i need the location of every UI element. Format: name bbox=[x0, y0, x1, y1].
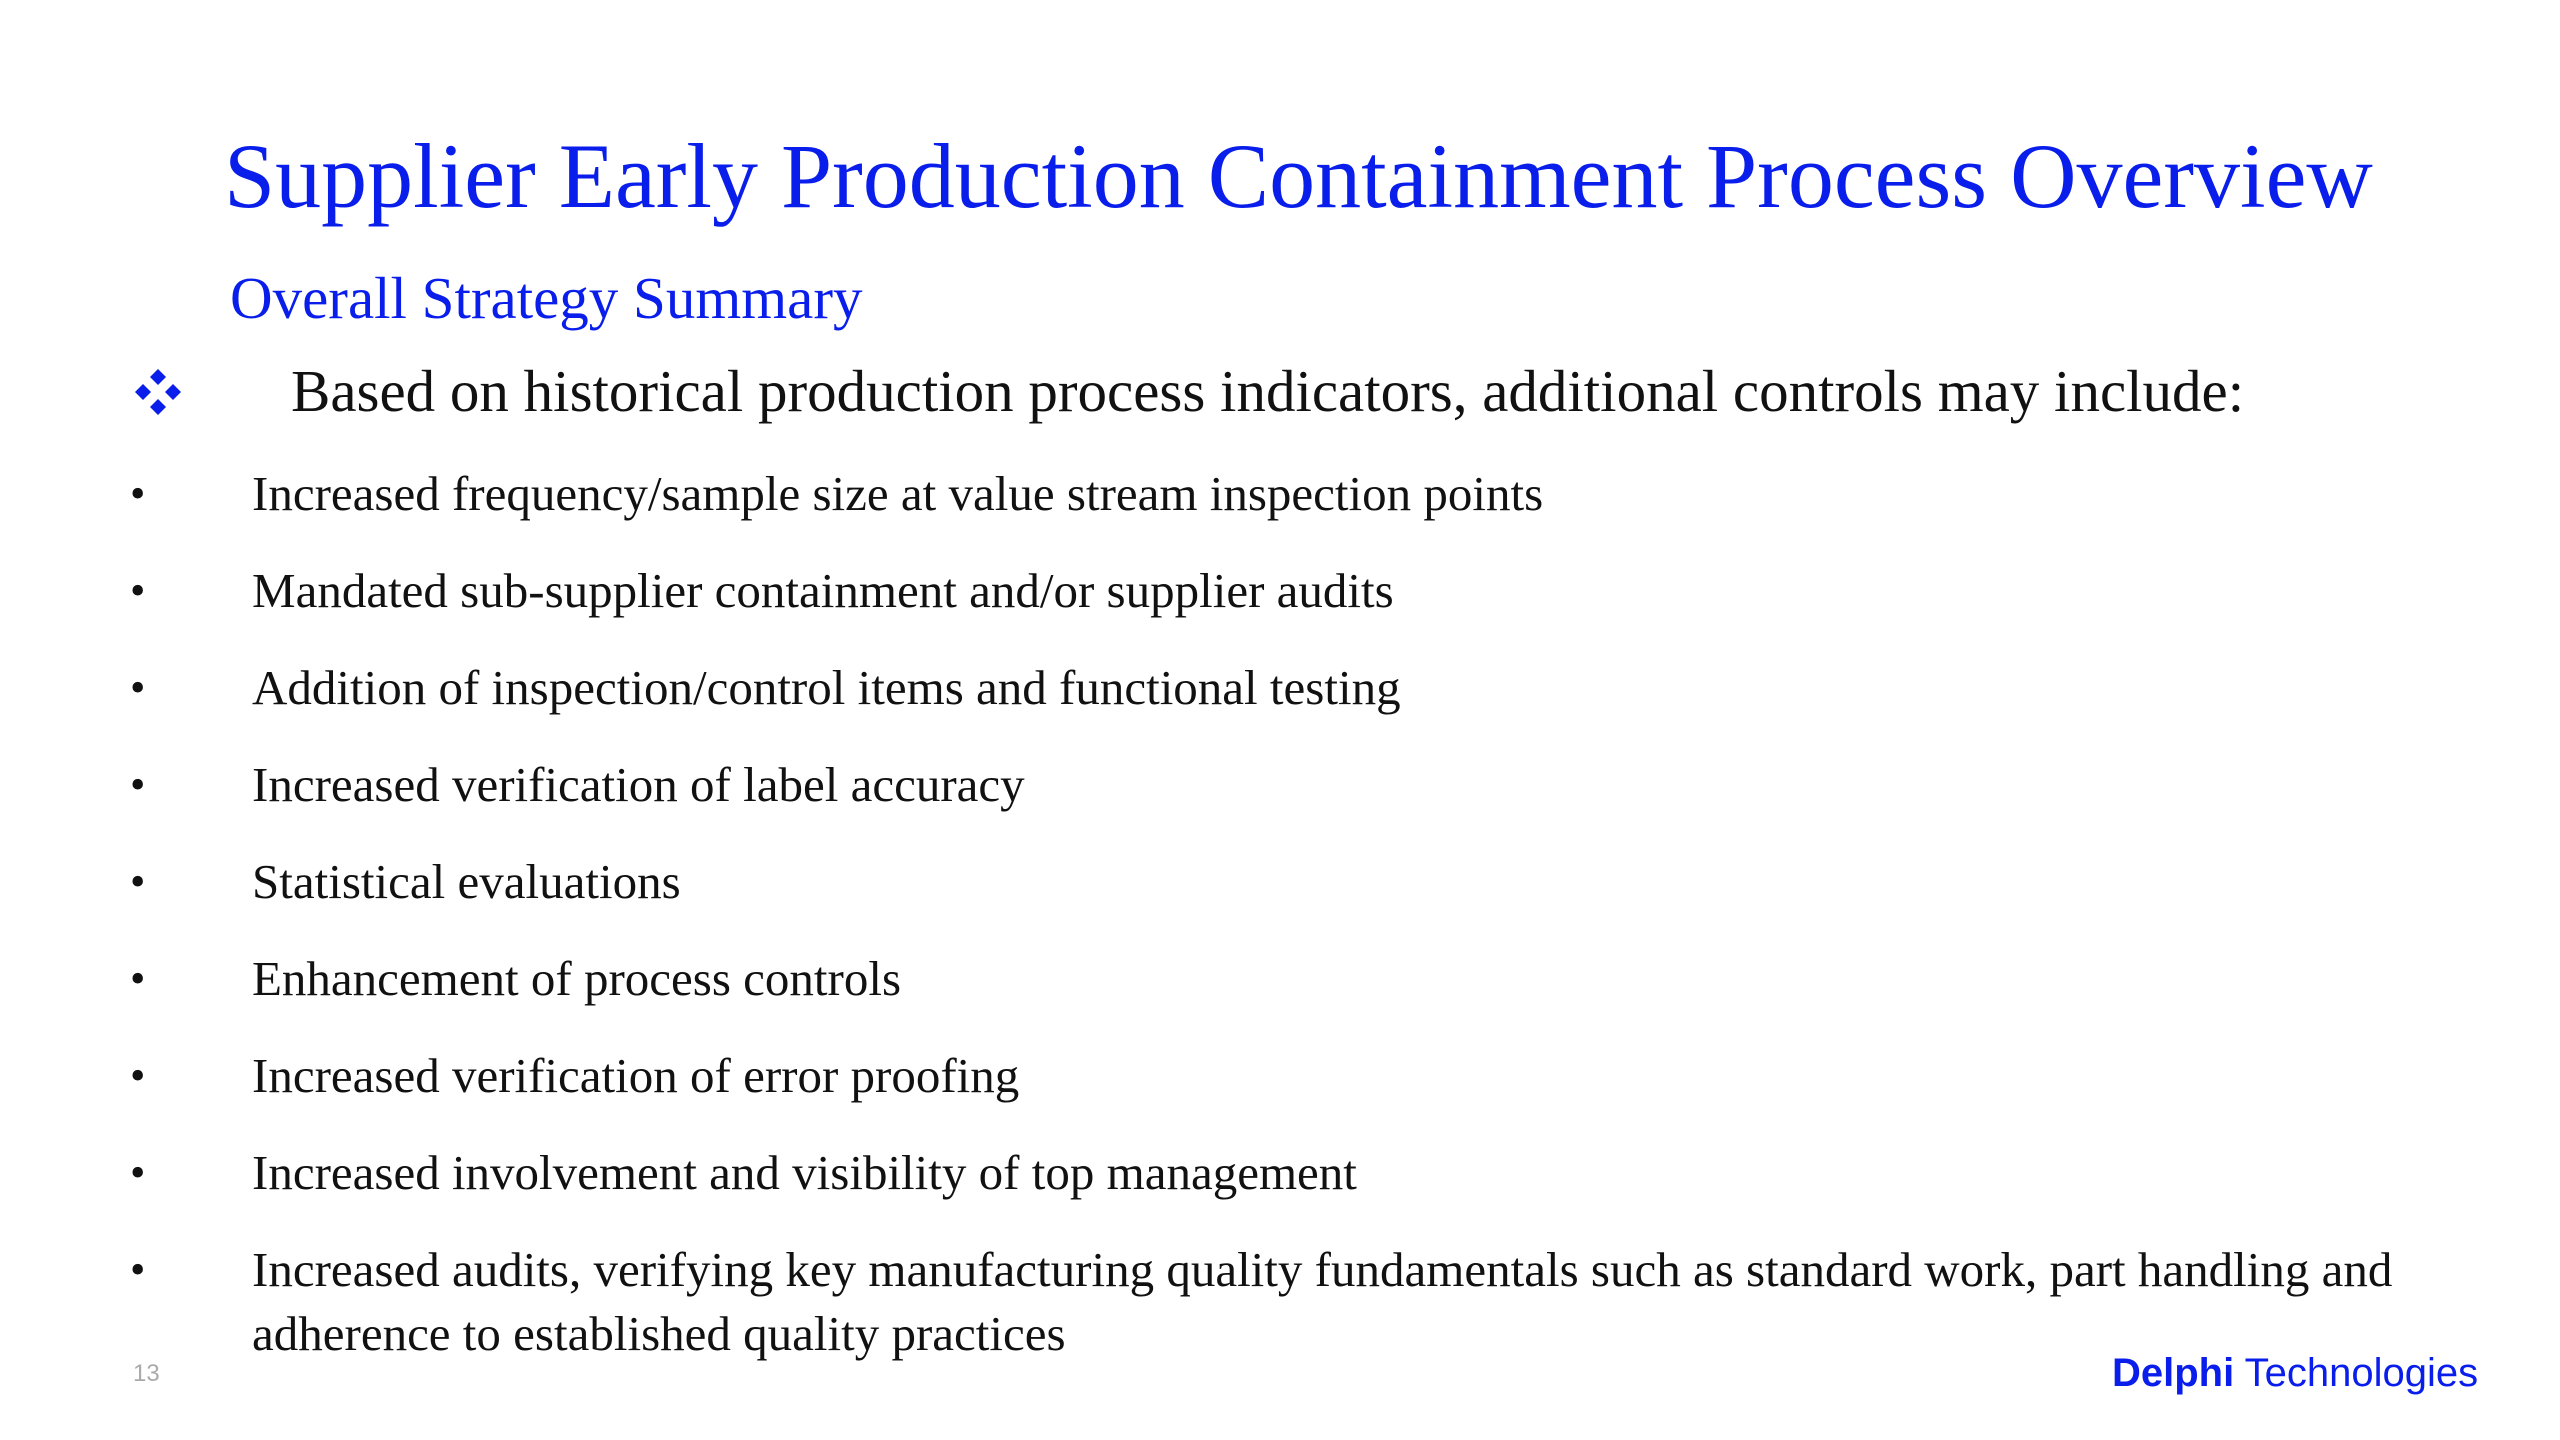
bullet-icon: • bbox=[130, 469, 146, 518]
bullet-text: Addition of inspection/control items and functional testing bbox=[252, 660, 1401, 715]
bullet-text: Increased audits, verifying key manufacturing quality fundamentals such as standard work, part handling and adherence to established quality practices bbox=[252, 1242, 2393, 1361]
bullet-icon: • bbox=[130, 663, 146, 712]
list-item bbox=[130, 850, 2430, 947]
bullet-list bbox=[130, 462, 2430, 1368]
brand-name-bold: Delphi bbox=[2112, 1351, 2235, 1395]
bullet-icon: • bbox=[130, 566, 146, 615]
list-item bbox=[130, 656, 2430, 753]
bullet-text: Enhancement of process controls bbox=[252, 951, 902, 1006]
list-item bbox=[130, 1141, 2430, 1238]
bullet-text: Increased frequency/sample size at value stream inspection points bbox=[252, 466, 1544, 521]
bullet-text: Increased verification of label accuracy bbox=[252, 757, 1025, 812]
brand-logo bbox=[2112, 1348, 2478, 1398]
bullet-text: Increased verification of error proofing bbox=[252, 1048, 1020, 1103]
list-item bbox=[130, 1238, 2430, 1368]
bullet-icon: • bbox=[130, 760, 146, 809]
slide-title: Supplier Early Production Containment Process Overview bbox=[224, 125, 2373, 227]
list-item bbox=[130, 462, 2430, 559]
brand-name-rest: Technologies bbox=[2244, 1351, 2479, 1395]
bullet-icon: • bbox=[130, 954, 146, 1003]
bullet-text: Increased involvement and visibility of top management bbox=[252, 1145, 1357, 1200]
bullet-icon: • bbox=[130, 1148, 146, 1197]
bullet-text: Statistical evaluations bbox=[252, 854, 681, 909]
bullet-icon: • bbox=[130, 1245, 146, 1294]
list-item bbox=[130, 559, 2430, 656]
bullet-text: Mandated sub-supplier containment and/or supplier audits bbox=[252, 563, 1394, 618]
bullet-icon: • bbox=[130, 857, 146, 906]
slide-subtitle: Overall Strategy Summary bbox=[230, 265, 863, 331]
diamond-cluster-icon bbox=[133, 367, 183, 417]
list-item bbox=[130, 947, 2430, 1044]
lead-bullet-row bbox=[133, 353, 2433, 433]
list-item bbox=[130, 753, 2430, 850]
bullet-icon: • bbox=[130, 1051, 146, 1100]
page-number: 13 bbox=[133, 1360, 160, 1387]
list-item bbox=[130, 1044, 2430, 1141]
lead-text: Based on historical production process indicators, additional controls may include: bbox=[291, 358, 2245, 424]
